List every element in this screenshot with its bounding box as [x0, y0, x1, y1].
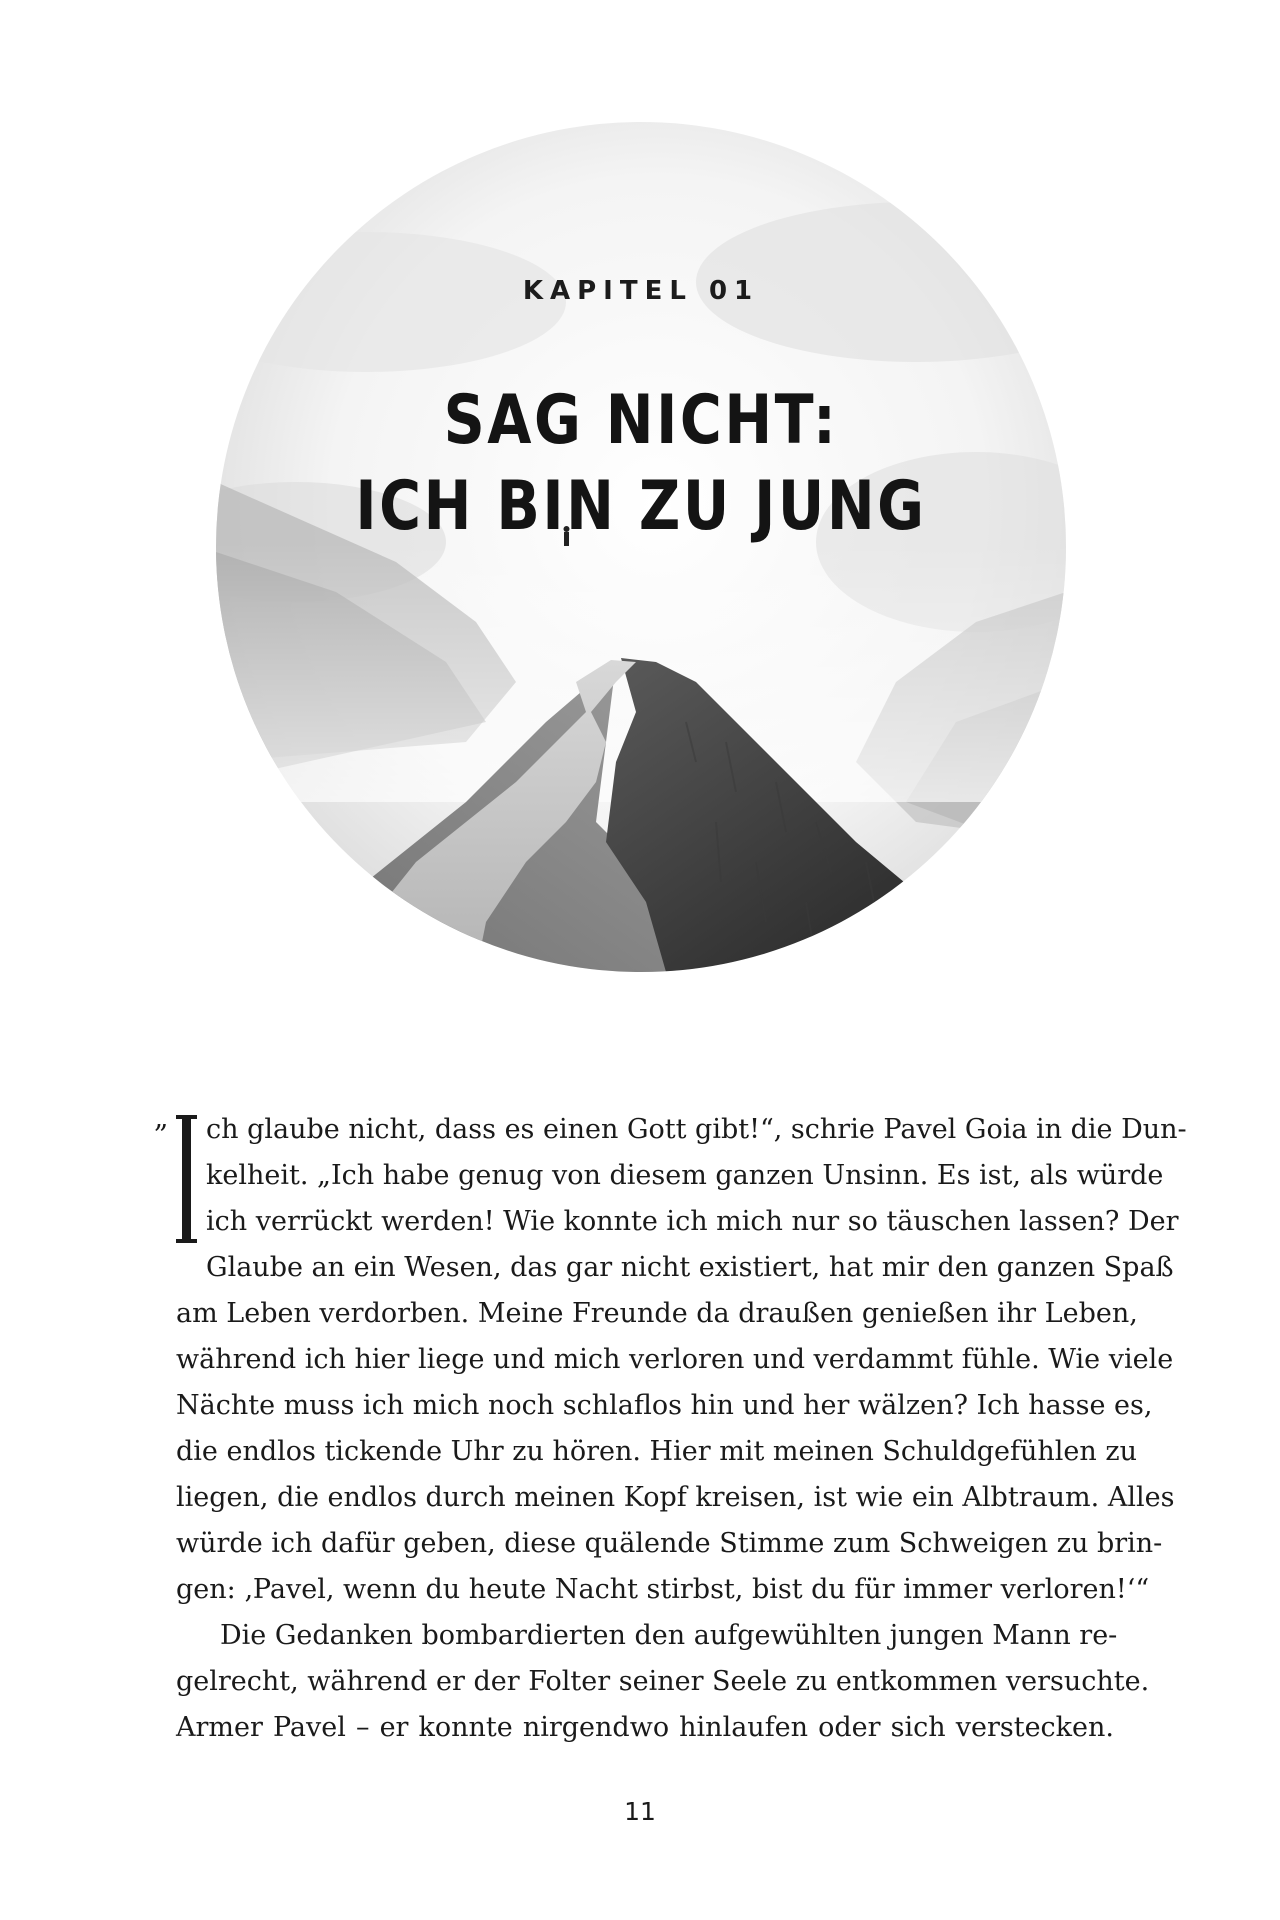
text-line: am Leben verdorben. Meine Freunde da draußen genießen ihr Leben, — [176, 1298, 1138, 1329]
page-number: 11 — [624, 1797, 656, 1826]
text-line: ch glaube nicht, dass es einen Gott gibt!“, schrie Pavel Goia in die Dun- — [206, 1114, 1187, 1145]
opening-quote-mark: „ — [154, 1101, 169, 1134]
drop-cap — [176, 1115, 202, 1247]
text-line: gen: ‚Pavel, wenn du heute Nacht stirbst, bist du für immer verloren!‘“ — [176, 1574, 1150, 1605]
text-line: kelheit. „Ich habe genug von diesem ganzen Unsinn. Es ist, als würde — [206, 1160, 1164, 1191]
text-line: Armer Pavel – er konnte nirgendwo hinlaufen oder sich verstecken. — [176, 1712, 1114, 1743]
paragraph-1 — [154, 1101, 1187, 1613]
text-line: Nächte muss ich mich noch schlaflos hin und her wälzen? Ich hasse es, — [176, 1390, 1153, 1421]
text-line: die endlos tickende Uhr zu hören. Hier mit meinen Schuldgefühlen zu — [176, 1436, 1137, 1467]
chapter-title — [284, 378, 998, 550]
paragraph-2 — [176, 1613, 1150, 1751]
body-text — [154, 1101, 1187, 1751]
text-line: Die Gedanken bombardierten den aufgewühlten jungen Mann re- — [220, 1620, 1118, 1651]
chapter-title-line-2: ICH BIN ZU JUNG — [355, 467, 927, 546]
text-line: liegen, die endlos durch meinen Kopf kreisen, ist wie ein Albtraum. Alles — [176, 1482, 1175, 1513]
text-line: gelrecht, während er der Folter seiner Seele zu entkommen versuchte. — [176, 1666, 1150, 1697]
text-line: ich verrückt werden! Wie konnte ich mich nur so täuschen lassen? Der — [206, 1206, 1179, 1237]
text-line: Glaube an ein Wesen, das gar nicht existiert, hat mir den ganzen Spaß — [206, 1252, 1174, 1283]
text-line: während ich hier liege und mich verloren und verdammt fühle. Wie viele — [176, 1344, 1174, 1375]
text-line: würde ich dafür geben, diese quälende Stimme zum Schweigen zu brin- — [176, 1528, 1163, 1559]
chapter-title-line-1: SAG NICHT: — [443, 381, 839, 460]
chapter-label: KAPITEL 01 — [522, 276, 760, 306]
